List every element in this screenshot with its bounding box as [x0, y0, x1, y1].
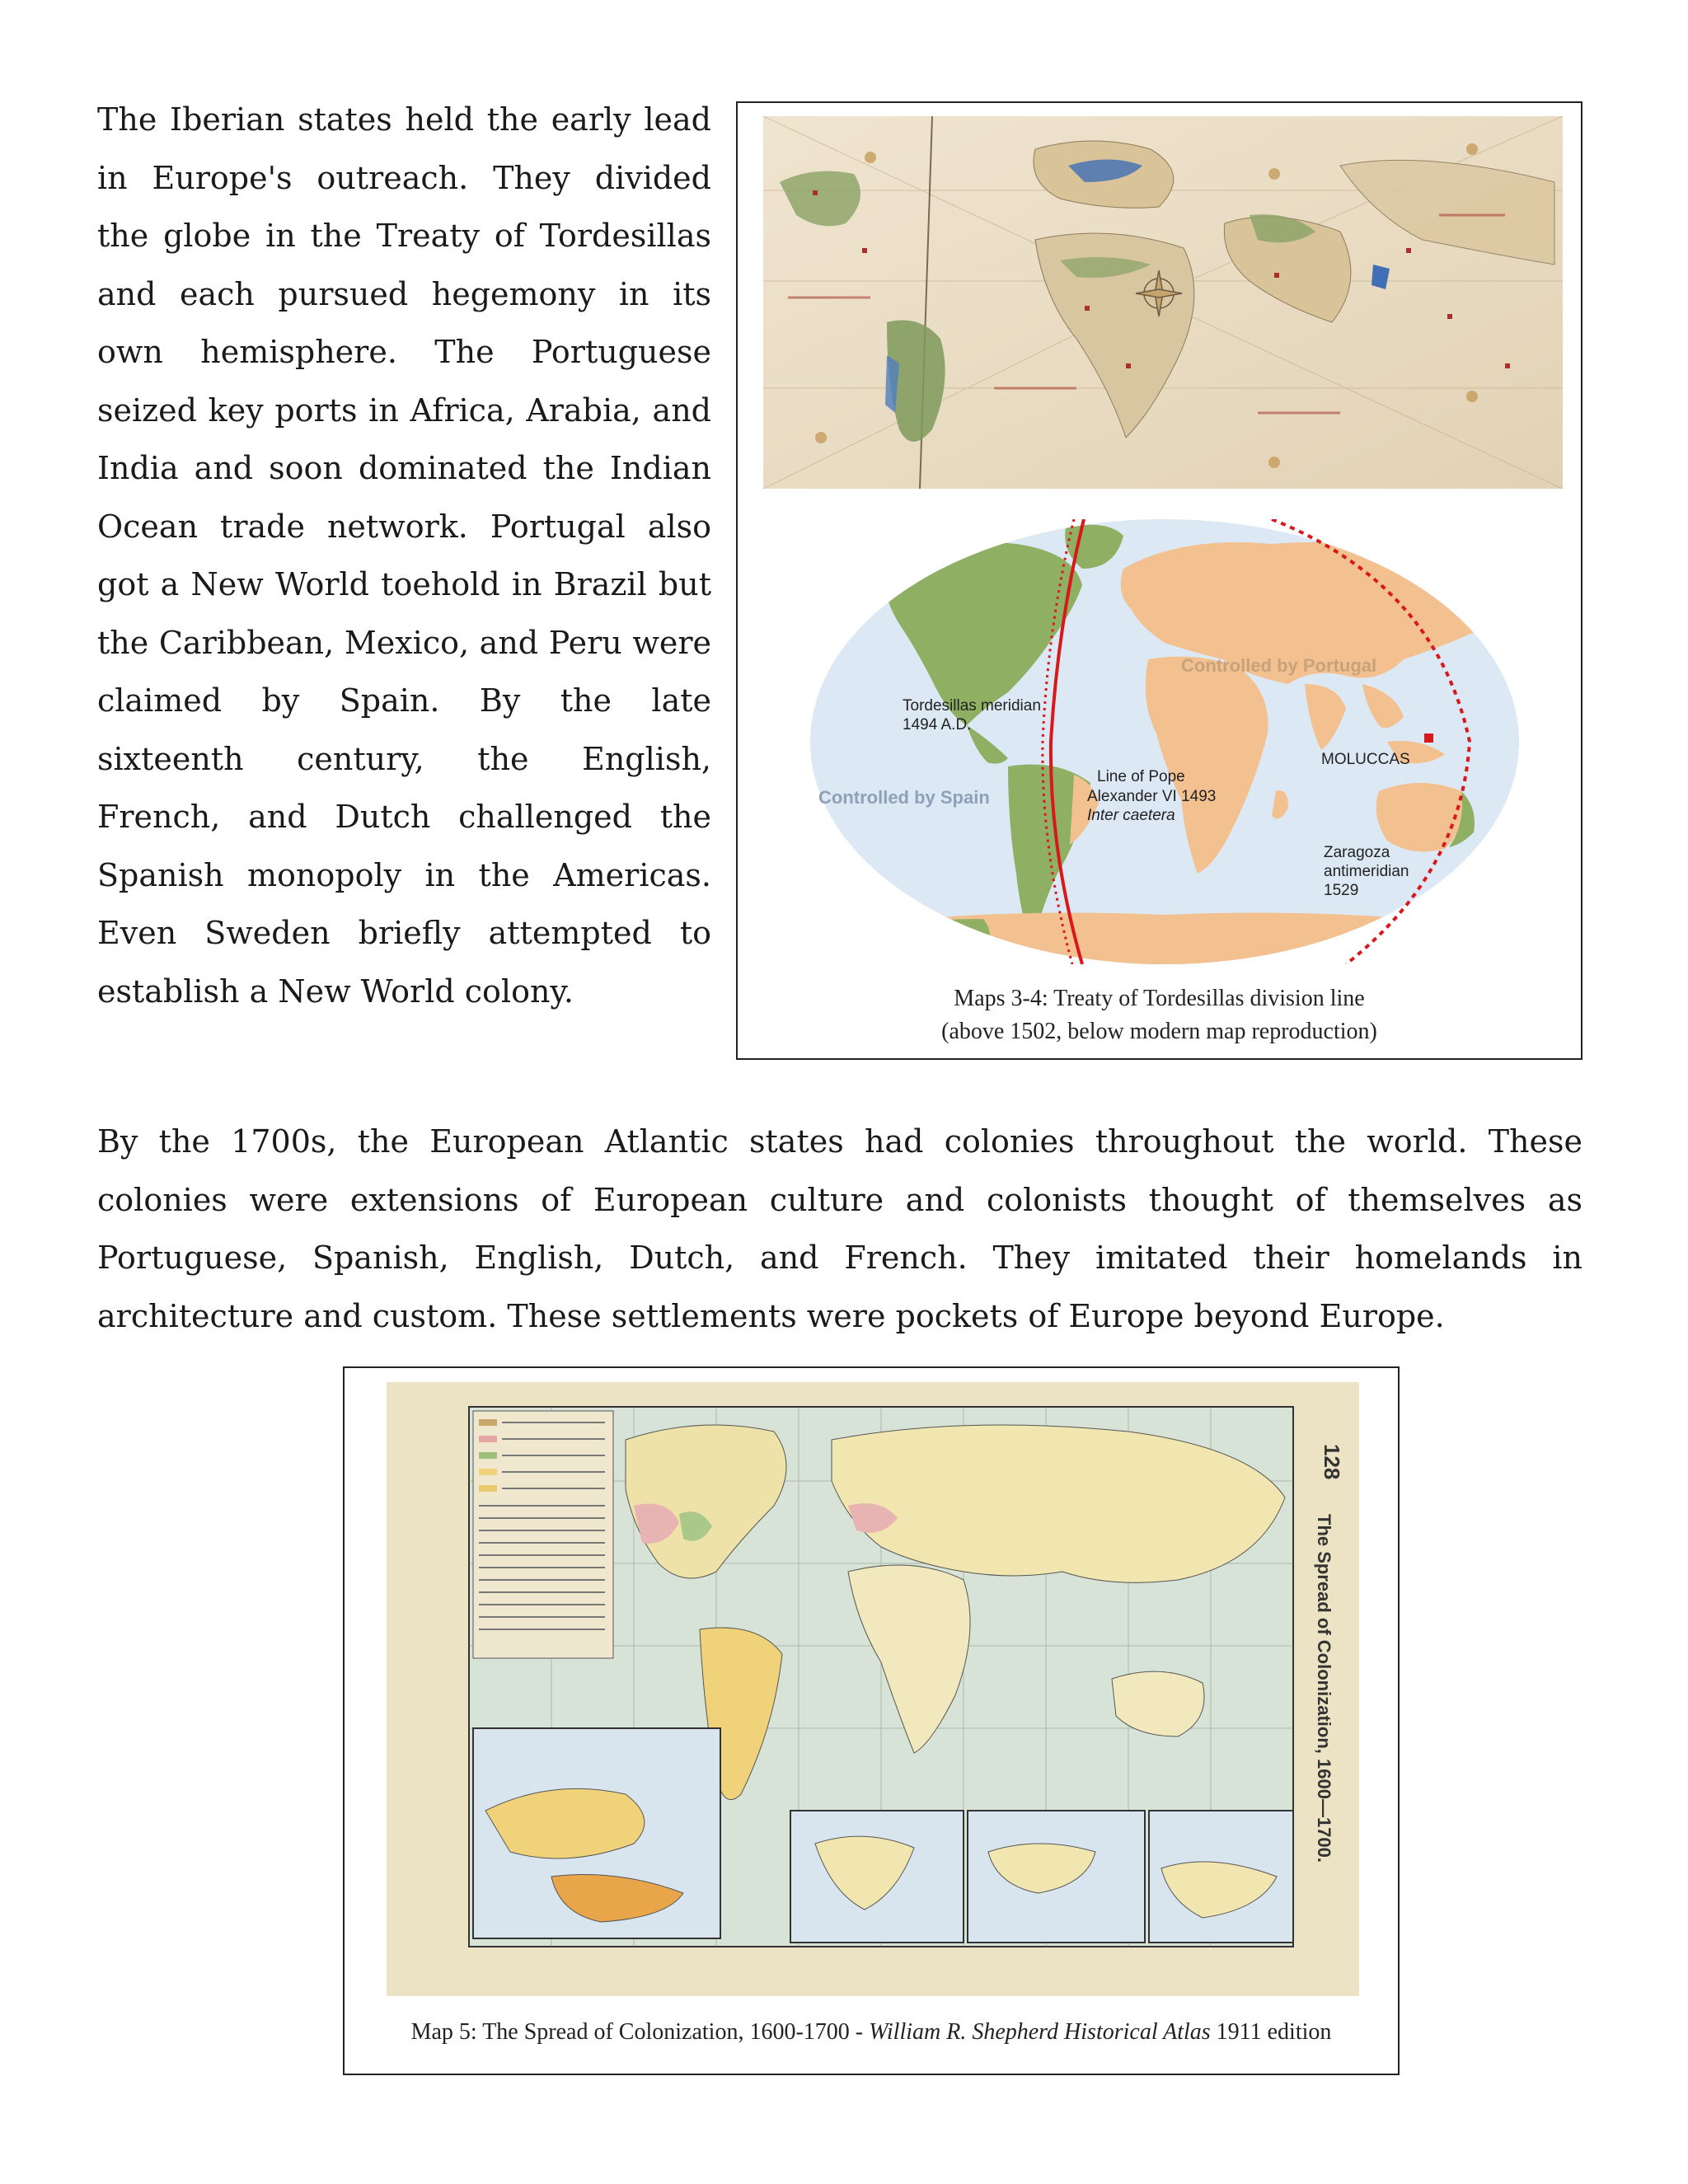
caption-map-5-prefix: Map 5: The Spread of Colonization, 1600-1700 -	[410, 2019, 870, 2045]
figure-spread-of-colonization	[343, 1366, 1400, 2075]
label-controlled-by-spain: Controlled by Spain	[818, 787, 990, 808]
caption-map-5-suffix: 1911 edition	[1210, 2019, 1332, 2045]
colonization-page-number: 128	[1320, 1444, 1344, 1480]
label-pope-line-1: Line of Pope	[1097, 768, 1185, 785]
label-zaragoza-2: antimeridian	[1324, 863, 1409, 880]
label-zaragoza-1: Zaragoza	[1324, 844, 1390, 861]
map-tordesillas-modern	[810, 519, 1519, 964]
caption-map-5	[345, 2016, 1398, 2049]
caption-maps-3-4	[738, 982, 1581, 1048]
label-tordesillas-meridian: Tordesillas meridian	[903, 697, 1041, 715]
label-pope-line-2: Alexander VI 1493	[1087, 788, 1217, 805]
caption-line-1: Maps 3-4: Treaty of Tordesillas division line	[954, 986, 1365, 1011]
map-spread-of-colonization	[387, 1382, 1359, 1996]
label-inter-caetera: Inter caetera	[1087, 807, 1175, 824]
label-tordesillas-year: 1494 A.D.	[903, 716, 972, 733]
label-moluccas: MOLUCCAS	[1321, 751, 1410, 768]
paragraph-iberian-states: The Iberian states held the early lead in Europe's outreach. They divided the globe in the Treaty of Tordesillas and each pursued hegemony in its own hemisphere. The Portuguese seized key ports in Africa, Arabia, and India and soon dominated the Indian Ocean trade network. Portugal also got a New World toehold in Brazil but the Caribbean, Mexico, and Peru were claimed by Spain. By the late sixteenth century, the English, French, and Dutch challenged the Spanish monopoly in the Americas. Even Sweden briefly attempted to establish a New World colony.	[97, 101, 711, 1010]
caption-line-2: (above 1502, below modern map reproduction)	[941, 1019, 1377, 1044]
label-zaragoza-3: 1529	[1324, 882, 1359, 899]
map-cantino-planisphere	[763, 116, 1563, 489]
paragraph-atlantic-states: By the 1700s, the European Atlantic states had colonies throughout the world. These colonies were extensions of European culture and colonists thought of themselves as Portuguese, Spanish, English, Dutch, and French. They imitated their homelands in architecture and custom. These settlements were pockets of Europe beyond Europe.	[97, 1123, 1582, 1334]
colonization-side-title: The Spread of Colonization, 1600—1700.	[1314, 1514, 1334, 1863]
caption-map-5-atlas: William R. Shepherd Historical Atlas	[869, 2019, 1211, 2045]
label-controlled-by-portugal: Controlled by Portugal	[1181, 655, 1377, 676]
figure-tordesillas-maps	[736, 101, 1582, 1060]
